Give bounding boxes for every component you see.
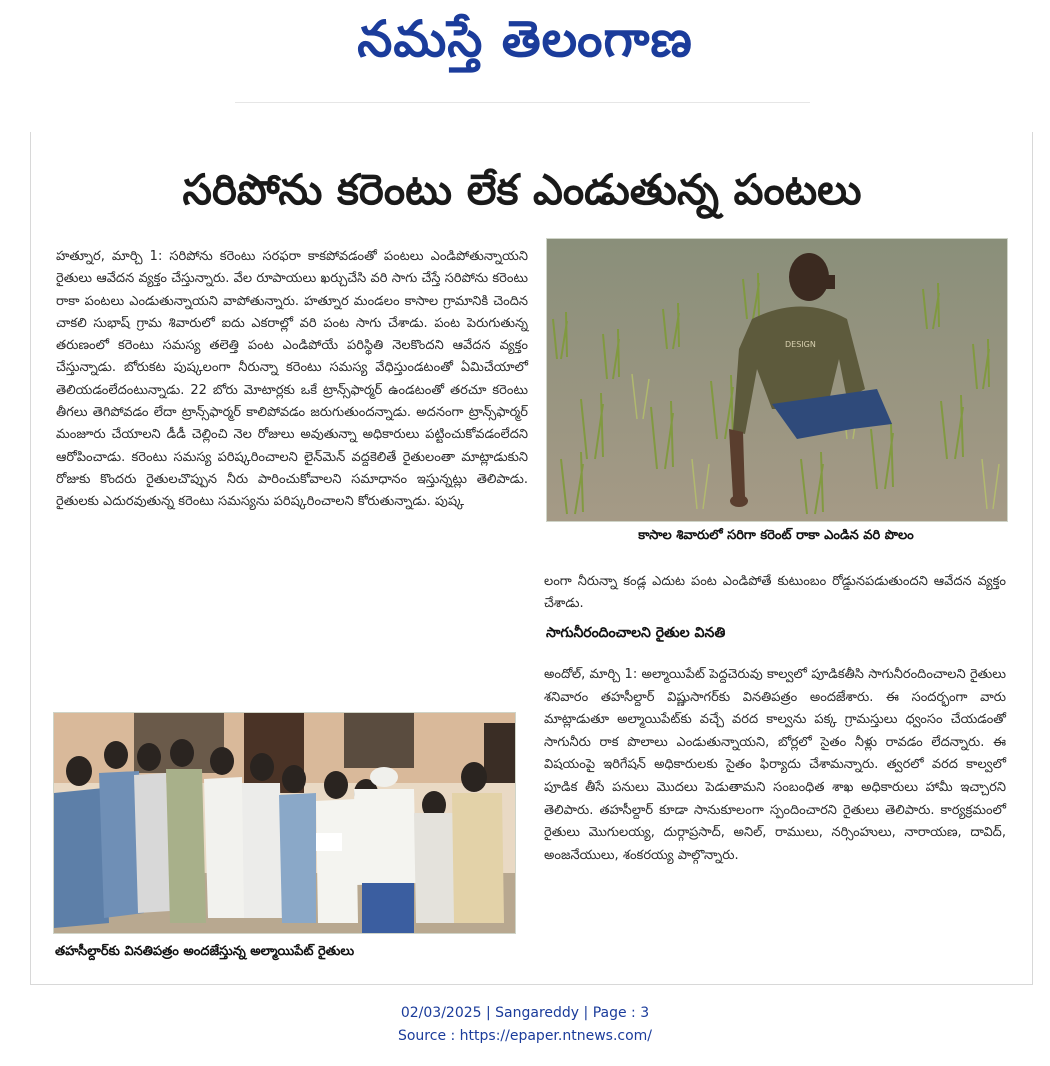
masthead <box>0 0 1050 100</box>
article-subheading: సాగునీరందించాలని రైతుల వినతి <box>546 625 726 641</box>
body-right-cont-text: లంగా నీరున్నా కండ్ల ఎదుట పంట ఎండిపోతే కుటుంబం రోడ్డునపడుతుందని ఆవేదన వ్యక్తం చేశాడు. <box>544 574 1006 612</box>
article-body-right <box>544 651 1006 880</box>
footer-date-line: 02/03/2025 | Sangareddy | Page : 3 <box>400 1005 650 1021</box>
frame-right <box>1032 132 1033 984</box>
frame-left <box>30 132 31 984</box>
photo-farmers-petition <box>53 712 516 934</box>
newspaper-logo: నమస్తే తెలంగాణ <box>357 10 693 68</box>
petition-illustration <box>54 713 515 933</box>
photo1-caption: కాసాల శివారులో సరిగా కరెంట్ రాకా ఎండిన వరి పొలం <box>638 528 914 543</box>
body-left-text: హత్నూర, మార్చి 1: సరిపోను కరెంటు సరఫరా కాకపోవడంతో పంటలు ఎండిపోతున్నాయని రైతులు ఆవేదన వ్యక్తం చేస్తున్నారు. వేల రూపాయలు ఖర్చుచేసి వరి సాగు చేస్తే సరిపోను కరెంటు రాకా పంటలు ఎండుతున్నాయని వాపోతున్నారు. హత్నూర మండలం కాసాల గ్రామానికి చెందిన చాకలి సుభాష్ గ్రామ శివారులో ఐదు ఎకరాల్లో వరి పంట సాగు చేశాడు. పంట పెరుగుతున్న తరుణంలో కరెంటు సమస్య తలెత్తి పంట ఎండిపోయే పరిస్థితి నెలకొందని ఆవేదన వ్యక్తం చేస్తున్నాడు. బోరుకట పుష్కలంగా నీరున్నా కరెంటు సమస్య వేధిస్తుండటంతో ఏమిచేయాలో తెలియడంలేదంటున్నాడు. 22 బోరు మోటార్లకు ఒకే ట్రాన్స్‌ఫార్మర్ ఉండటంతో తరచూ కరెంటు తీగలు తెగిపోవడం లేదా ట్రాన్స్‌ఫార్మర్ కాలిపోవడం జరుగుతుందన్నాడు. అదనంగా ట్రాన్స్‌ఫార్మర్ మంజూరు చేయాలని డీడీ చెల్లించి నెల రోజులు అవుతున్నా అధికారులు పట్టించుకోవడంలేదని ఆరోపించాడు. కరెంటు సమస్య పరిష్కరించాలని లైన్‌మెన్ వద్దకెలితే రైతులంతా మాట్లాడుకుని రోజుకు కొందరు రైతులచొప్పున నీరు పారించుకోవాలని సమాధానం ఇస్తున్నట్లు తెలిపాడు. రైతులకు ఎదురవుతున్న కరెంటు సమస్యను పరిష్కరించాలని కోరుతున్నాడు. పుష్క <box>56 249 528 510</box>
article-body-left <box>56 246 528 514</box>
photo-dry-paddy-field <box>546 238 1008 522</box>
dry-paddy-illustration <box>547 239 1007 521</box>
article-body-right-continuation <box>544 571 1006 616</box>
body-right-text: అందోల్, మార్చి 1: అల్మాయిపేట్ పెద్దచెరువు కాల్వలో పూడికతీసి సాగునీరందించాలని రైతులు శనివారం తహసీల్దార్ విష్ణుసాగర్‌కు వినతిపత్రం అందజేశారు. ఈ సందర్భంగా వారు మాట్లాడుతూ అల్మాయిపేట్‌కు వచ్చే వరద కాల్వను పక్క గ్రామస్తులు ధ్వంసం చేయడంతో సాగునీరు రాక పొలాలు ఎండుతున్నాయని, బోర్లలో సైతం నీళ్లు రావడం లేదన్నారు. ఈ విషయంపై ఇరిగేషన్ అధికారులకు సైతం ఫిర్యాదు చేశామన్నారు. త్వరలో వరద కాల్వలో పూడిక తీసే పనులు మొదలు పెడుతామని సంబంధిత శాఖ అధికారులు హామీ ఇచ్చారని తెలిపారు. తహసీల్దార్ కూడా సానుకూలంగా స్పందించారని రైతులు తెలిపారు. కార్యక్రమంలో రైతులు మొగులయ్య, దుర్గాప్రసాద్, అనిల్, రాములు, నర్సింహులు, నారాయణ, దావిద్, అంజనేయులు, శంకరయ్య పాల్గొన్నారు. <box>544 667 1006 863</box>
shirt-print: DESIGN <box>785 340 816 349</box>
article-headline: సరిపోను కరెంటు లేక ఎండుతున్న పంటలు <box>182 165 862 214</box>
frame-bottom <box>30 984 1033 985</box>
footer-source-line[interactable]: Source : https://epaper.ntnews.com/ <box>397 1028 653 1044</box>
photo2-caption: తహసీల్దార్‌కు వినతిపత్రం అందజేస్తున్న అల్మాయిపేట్ రైతులు <box>55 944 355 959</box>
masthead-rule <box>235 102 810 103</box>
